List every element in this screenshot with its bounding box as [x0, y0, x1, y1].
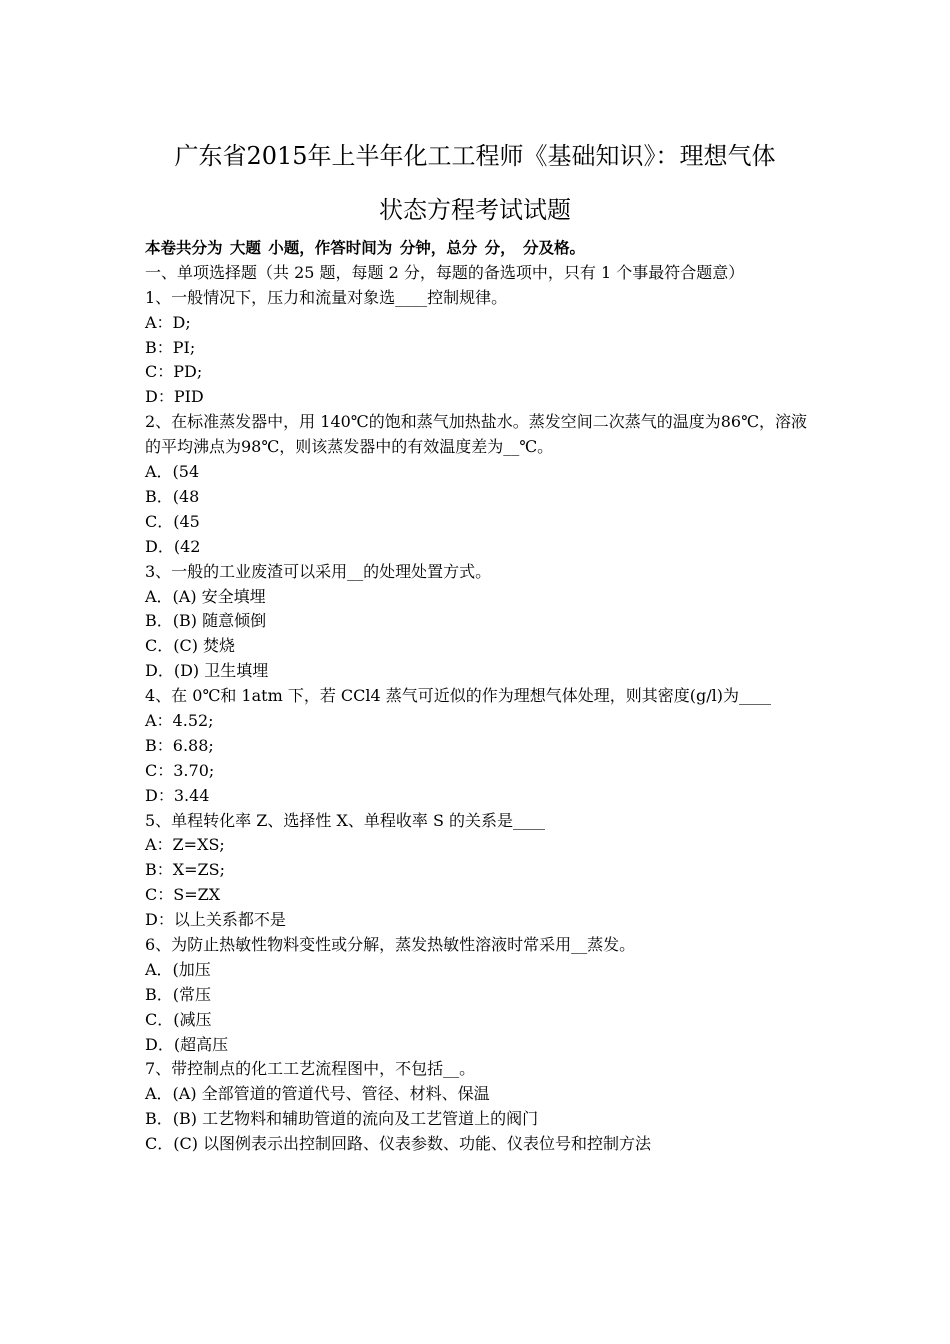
question-stem: 7、带控制点的化工工艺流程图中，不包括__。 — [145, 1059, 476, 1079]
option-c: C．(45 — [145, 511, 200, 531]
option-d: D：以上关系都不是 — [145, 910, 286, 930]
question-2 — [145, 410, 810, 559]
question-5 — [145, 809, 810, 933]
option-b: B．(B) 随意倾倒 — [145, 611, 267, 631]
question-stem: 3、一般的工业废渣可以采用__的处理处置方式。 — [145, 561, 492, 581]
question-3 — [145, 560, 810, 684]
question-stem: 1、一般情况下，压力和流量对象选____控制规律。 — [145, 287, 508, 307]
title-line-2: 状态方程考试试题 — [379, 196, 571, 224]
option-a: A．(A) 全部管道的管道代号、管径、材料、保温 — [145, 1084, 490, 1104]
option-b: B．(常压 — [145, 984, 212, 1004]
option-c: C：3.70; — [145, 760, 215, 780]
question-4 — [145, 684, 810, 808]
question-1 — [145, 286, 810, 410]
exam-intro: 本卷共分为 大题 小题，作答时间为 分钟，总分 分， 分及格。 — [145, 239, 585, 257]
document-title — [120, 134, 830, 232]
question-stem: 4、在 0℃和 1atm 下，若 CCl4 蒸气可近似的作为理想气体处理，则其密度(g/l)为____ — [145, 686, 772, 706]
option-d: D：PID — [145, 387, 204, 407]
option-b: B：PI; — [145, 337, 196, 357]
option-b: B：6.88; — [145, 735, 214, 755]
option-b: B．(48 — [145, 486, 200, 506]
option-c: C．(C) 焚烧 — [145, 636, 236, 656]
option-b: B：X=ZS; — [145, 860, 226, 880]
title-line-1: 广东省2015年上半年化工工程师《基础知识》：理想气体 — [174, 142, 776, 170]
option-d: D：3.44 — [145, 785, 210, 805]
option-c: C：S=ZX — [145, 885, 221, 905]
option-d: D．(D) 卫生填埋 — [145, 661, 269, 681]
question-stem: 5、单程转化率 Z、选择性 X、单程收率 S 的关系是____ — [145, 810, 545, 830]
option-a: A．(54 — [145, 462, 200, 482]
option-a: A：D; — [145, 312, 191, 332]
option-a: A．(A) 安全填埋 — [145, 586, 266, 606]
option-c: C．(C) 以图例表示出控制回路、仪表参数、功能、仪表位号和控制方法 — [145, 1134, 652, 1154]
question-6 — [145, 933, 810, 1057]
question-stem: 2、在标准蒸发器中，用 140℃的饱和蒸气加热盐水。蒸发空间二次蒸气的温度为86℃，溶液的平均沸点为98℃，则该蒸发器中的有效温度差为__℃。 — [145, 412, 807, 457]
option-d: D．(超高压 — [145, 1034, 229, 1054]
option-b: B．(B) 工艺物料和辅助管道的流向及工艺管道上的阀门 — [145, 1109, 539, 1129]
section-heading: 一、单项选择题（共 25 题，每题 2 分，每题的备选项中，只有 1 个事最符合题意） — [145, 262, 745, 282]
option-a: A．(加压 — [145, 959, 211, 979]
document-body — [145, 236, 810, 1157]
option-c: C：PD; — [145, 362, 203, 382]
question-stem: 6、为防止热敏性物料变性或分解，蒸发热敏性溶液时常采用__蒸发。 — [145, 935, 636, 954]
option-a: A：4.52; — [145, 710, 214, 730]
option-d: D．(42 — [145, 536, 201, 556]
option-c: C．(减压 — [145, 1009, 212, 1029]
option-a: A：Z=XS; — [145, 835, 225, 855]
question-7 — [145, 1057, 810, 1157]
